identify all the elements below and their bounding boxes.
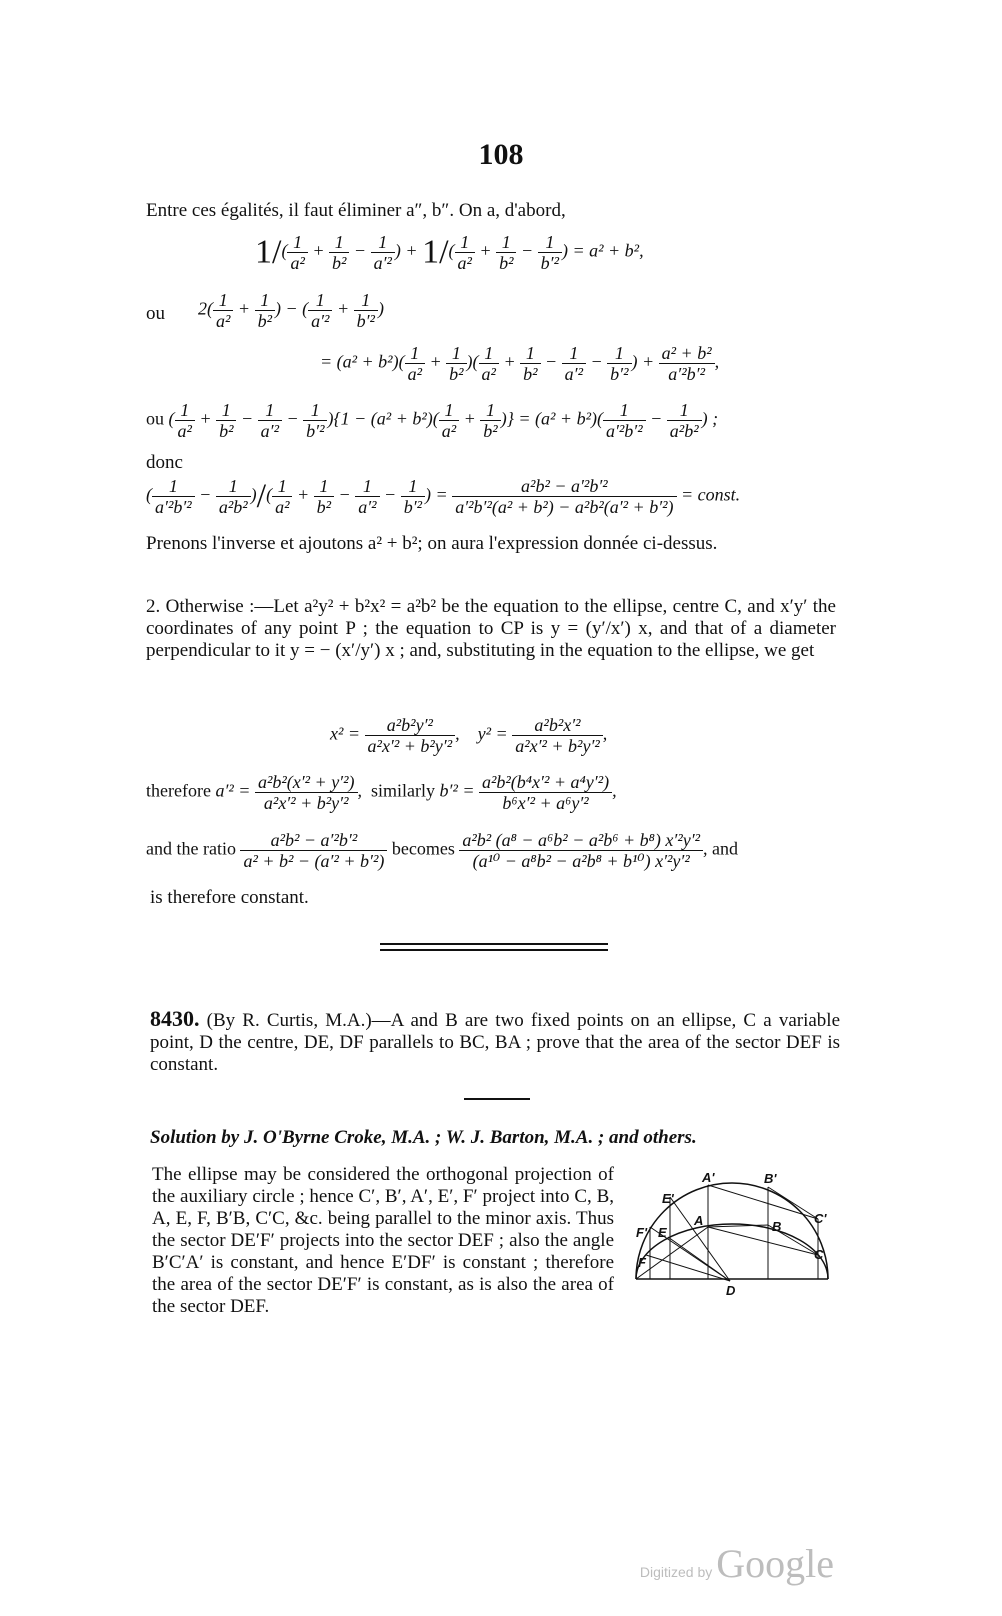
equation-2a: 2( $\frac{1}{\text{a²}}$ + $\frac{1}{\text{b²}}$ ) − ( $\frac{1}{\text{a′²}}$ + $\frac{1}{\text{b′²}}$ ): [198, 290, 384, 331]
fig-label-a-prime: A': [702, 1170, 715, 1185]
equation-2b: = (a² + b²)( $\frac{1}{\text{a²}}$ + $\frac{1}{\text{b²}}$ )( $\frac{1}{\text{a²}}$ + $\frac{1}{\text{b²}}$ − $\frac{1}{\text{a′²}}$ − $\frac{1}{\text{b′²}}$ ) + $\frac{\text{a² + b²}}{\text{a′²b′²}}$ ,: [320, 343, 720, 384]
equation-1: 1/( $\frac{1}{\text{a²}}$ + $\frac{1}{\text{b²}}$ − $\frac{1}{\text{a′²}}$ ) + 1/( $\frac{1}{\text{a²}}$ + $\frac{1}{\text{b²}}$ − $\frac{1}{\text{b′²}}$ ) = a² + b²,: [255, 232, 644, 273]
intro-line: Entre ces égalités, il faut éliminer a″, b″. On a, d'abord,: [146, 200, 566, 221]
question-number: 8430.: [150, 1006, 200, 1031]
fig-label-f-prime: F': [636, 1225, 648, 1240]
fig-label-f: F: [638, 1255, 646, 1270]
divider-top: [380, 943, 608, 945]
line-df: [646, 1255, 730, 1281]
question-text: (By R. Curtis, M.A.)—A and B are two fixed points on an ellipse, C a variable point, D the centre, DE, DF parallels to BC, BA ; prove that the area of the sector DEF is constant.: [150, 1010, 840, 1075]
solution-paragraph: The ellipse may be considered the orthogonal projection of the auxiliary circle ; hence C′, B′, A′, E′, F′ project into C, B, A, E, F, B′B, C′C, &c. being parallel to the minor axis. Thus the sector DE′F′ projects into the sector DEF ; also the angle B′C′A′ is constant, and hence E′DF′ is constant ; therefore the area of the sector DE′F′ is constant, as is also the area of the sector DEF.: [152, 1164, 614, 1317]
fig-label-a: A: [694, 1213, 704, 1228]
equation-7: and the ratio $\frac{\text{a²b² − a′²b′²}}{\text{a² + b² − (a′² + b′²)}}$ becomes $\frac{\text{a²b² (a⁸ − a⁶b² − a²b⁶ + b⁸) x′²y′²}}{\text{(a¹⁰ − a⁸b² − a²b⁸ + b¹⁰) x′²y′²}}$ , and: [146, 830, 739, 871]
fig-label-e: E: [658, 1225, 667, 1240]
otherwise-text: 2. Otherwise :—Let a²y² + b²x² = a²b² be the equation to the ellipse, centre C, and x′y′ the coordinates of any point P ; the equation to CP is y = (y′/x′) x, and that of a diameter perpendicular to it y = − (x′/y′) x ; and, substituting in the equation to the ellipse, we get: [146, 596, 836, 661]
line-de: [668, 1237, 730, 1281]
watermark-digitized: Digitized by: [639, 1564, 713, 1580]
equation-5: x² = $\frac{\text{a²b²y′²}}{\text{a²x′² + b²y′²}}$ , y² = $\frac{\text{a²b²x′²}}{\text{a²x′² + b²y′²}}$ ,: [330, 715, 608, 756]
prenons-paragraph: Prenons l'inverse et ajoutons a² + b²; on aura l'expression donnée ci-dessus.: [146, 533, 718, 554]
constant-line: is therefore constant.: [150, 887, 309, 908]
page-number: 108: [478, 138, 524, 171]
equation-4: ( $\frac{1}{\text{a′²b′²}}$ − $\frac{1}{\text{a²b²}}$ )/( $\frac{1}{\text{a²}}$ + $\frac{1}{\text{b²}}$ − $\frac{1}{\text{a′²}}$ − $\frac{1}{\text{b′²}}$ ) = $\frac{\text{a²b² − a′²b′²}}{\text{a′²b′²(a² + b²) − a²b²(a′² + b′²)}}$ = const.: [146, 476, 741, 517]
divider-bottom: [380, 949, 608, 951]
fig-label-d: D: [726, 1283, 736, 1298]
google-logo: Google: [716, 1541, 834, 1586]
google-watermark: [640, 1540, 834, 1587]
fig-label-e-prime: E': [662, 1191, 674, 1206]
equation-6: therefore a′² = $\frac{\text{a²b²(x′² + y′²)}}{\text{a²x′² + b²y′²}}$ , similarly b′² = $\frac{\text{a²b²(b⁴x′² + a⁴y′²)}}{\text{b⁶x′² + a⁶y′²}}$ ,: [146, 772, 617, 813]
question-paragraph: [150, 1008, 840, 1076]
chord-a-c-prime: [708, 1185, 818, 1219]
fig-label-b-prime: B': [764, 1171, 777, 1186]
donc-label: donc: [146, 452, 183, 473]
ou-label-1: ou: [146, 303, 165, 324]
ellipse-figure: [630, 1165, 840, 1300]
solution-by: Solution by J. O'Byrne Croke, M.A. ; W. J. Barton, M.A. ; and others.: [150, 1127, 697, 1148]
chord-b-c-prime: [768, 1187, 818, 1219]
fig-label-c-prime: C': [814, 1211, 827, 1226]
fig-label-b: B: [772, 1219, 782, 1234]
fig-label-c: C: [814, 1247, 824, 1262]
short-divider: [464, 1098, 530, 1100]
equation-3: ou ( $\frac{1}{\text{a²}}$ + $\frac{1}{\text{b²}}$ − $\frac{1}{\text{a′²}}$ − $\frac{1}{\text{b′²}}$ ){1 − (a² + b²)( $\frac{1}{\text{a²}}$ + $\frac{1}{\text{b²}}$ )} = (a² + b²)( $\frac{1}{\text{a′²b′²}}$ − $\frac{1}{\text{a²b²}}$ ) ;: [146, 400, 719, 441]
line-de-prime: [670, 1197, 730, 1281]
otherwise-paragraph: [146, 596, 836, 662]
